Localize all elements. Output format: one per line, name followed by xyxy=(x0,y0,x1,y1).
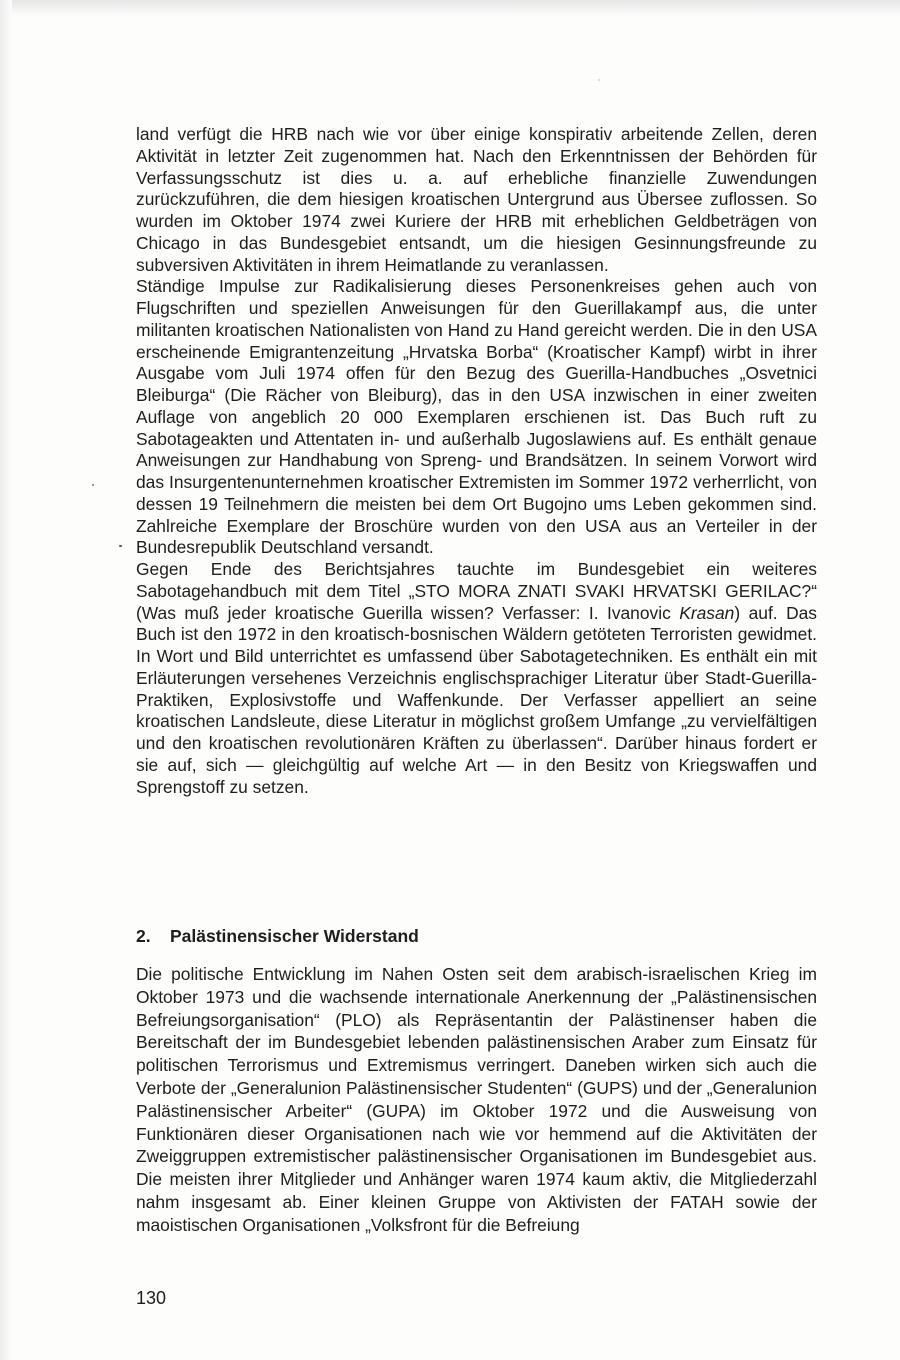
paragraph-guerilla-handbook: Ständige Impulse zur Radikalisierung dieses Personenkreises gehen auch von Flugschriften und speziellen Anweisungen für den Guerillakampf aus, die unter militanten kroatischen Nationalisten von Hand zu Hand gereicht werden. Die in den USA erscheinende Emigrantenzeitung „Hrvatska Borba“ (Kroatischer Kampf) wirbt in ihrer Ausgabe vom Juli 1974 offen für den Bezug des Guerilla-Handbuches „Osvetnici Bleiburga“ (Die Rächer von Bleiburg), das in den USA inzwischen in einer zweiten Auflage von angeblich 20 000 Exemplaren erschienen ist. Das Buch ruft zu Sabotageakten und Attentaten in- und außerhalb Jugoslawiens auf. Es enthält genaue Anweisungen zur Handhabung von Spreng- und Brandsätzen. In seinem Vorwort wird das Insurgentenunternehmen kroatischer Extremisten im Sommer 1972 verherrlicht, von dessen 19 Teilnehmern die meisten bei dem Ort Bugojno ums Leben gekommen sind. Zahlreiche Exemplare der Broschüre wurden von den USA aus an Verteiler in der Bundesrepublik Deutschland versandt. xyxy=(136,276,817,558)
section-title: Palästinensischer Widerstand xyxy=(170,926,419,946)
page-number: 130 xyxy=(136,1288,167,1308)
paragraph-palestinian-resistance: Die politische Entwicklung im Nahen Osten seit dem arabisch-israelischen Krieg im Oktober 1973 und die wachsende internationale Anerkennung der „Palästinensischen Befreiungsorganisation“ (PLO) als Repräsentantin der Palästinenser haben die Bereitschaft der im Bundesgebiet lebenden palästinensischen Araber zum Einsatz für politischen Terrorismus und Extremismus verringert. Daneben wirken sich auch die Verbote der „Generalunion Palästinensischer Studenten“ (GUPS) und der „Generalunion Palästinensischer Arbeiter“ (GUPA) im Oktober 1972 und die Ausweisung von Funktionären dieser Organisationen nach wie vor hemmend auf die Aktivitäten der Zweiggruppen extremistischer palästinensischer Organisationen im Bundesgebiet aus. Die meisten ihrer Mitglieder und Anhänger waren 1974 kaum aktiv, die Mitgliederzahl nahm insgesamt ab. Einer kleinen Gruppe von Aktivisten der FATAH sowie der maoistischen Organisationen „Volksfront für die Befreiung xyxy=(136,964,817,1235)
paragraph-hrb-cells: land verfügt die HRB nach wie vor über einige konspirativ arbeitende Zellen, deren Aktivität in letzter Zeit zugenommen hat. Nach den Erkenntnissen der Behörden für Verfassungsschutz ist dies u. a. auf erhebliche finanzielle Zuwendungen zurückzuführen, die dem hiesigen kroatischen Untergrund aus Übersee zuflossen. So wurden im Oktober 1974 zwei Kuriere der HRB mit erheblichen Geldbeträgen von Chicago in das Bundesgebiet entsandt, um die hiesigen Gesinnungsfreunde zu subversiven Aktivitäten in ihrem Heimatlande zu veranlassen. xyxy=(136,124,817,275)
page-left-shadow xyxy=(0,0,12,1360)
scan-speck xyxy=(598,79,600,81)
page-top-shadow xyxy=(0,0,900,16)
body-text-block xyxy=(136,963,817,1237)
scan-speck xyxy=(119,545,122,547)
section-number: 2. xyxy=(136,926,151,946)
section-heading xyxy=(136,925,817,947)
paragraph-text: Gegen Ende des Berichtsjahres tauchte im Bundesgebiet ein weiteres Sabotagehandbuch mit dem Titel „STO MORA ZNATI SVAKI HRVATSKI GERILAC?“ (Was muß jeder kroatische Guerilla wissen? Verfasser: I. Ivanovic xyxy=(136,559,817,623)
scan-speck xyxy=(92,484,94,486)
body-text-block xyxy=(136,124,817,798)
author-name-emphasis: Krasan xyxy=(679,602,735,623)
paragraph-text: ) auf. Das Buch ist den 1972 in den kroatisch-bosnischen Wäldern getöteten Terroristen gewidmet. In Wort und Bild unterrichtet es umfassend über Sabotagetechniken. Es enthält ein mit Erläuterungen versehenes Verzeichnis englischsprachiger Literatur über Stadt-Guerilla-Praktiken, Explosivstoffe und Waffenkunde. Der Verfasser appelliert an seine kroatischen Landsleute, diese Literatur in möglichst großem Umfange „zu vervielfältigen und den kroatischen revolutionären Kräften zu überlassen“. Darüber hinaus fordert er sie auf, sich — gleichgültig auf welche Art — in den Besitz von Kriegswaffen und Sprengstoff zu setzen. xyxy=(136,602,817,797)
paragraph-sabotage-handbook xyxy=(136,559,817,798)
